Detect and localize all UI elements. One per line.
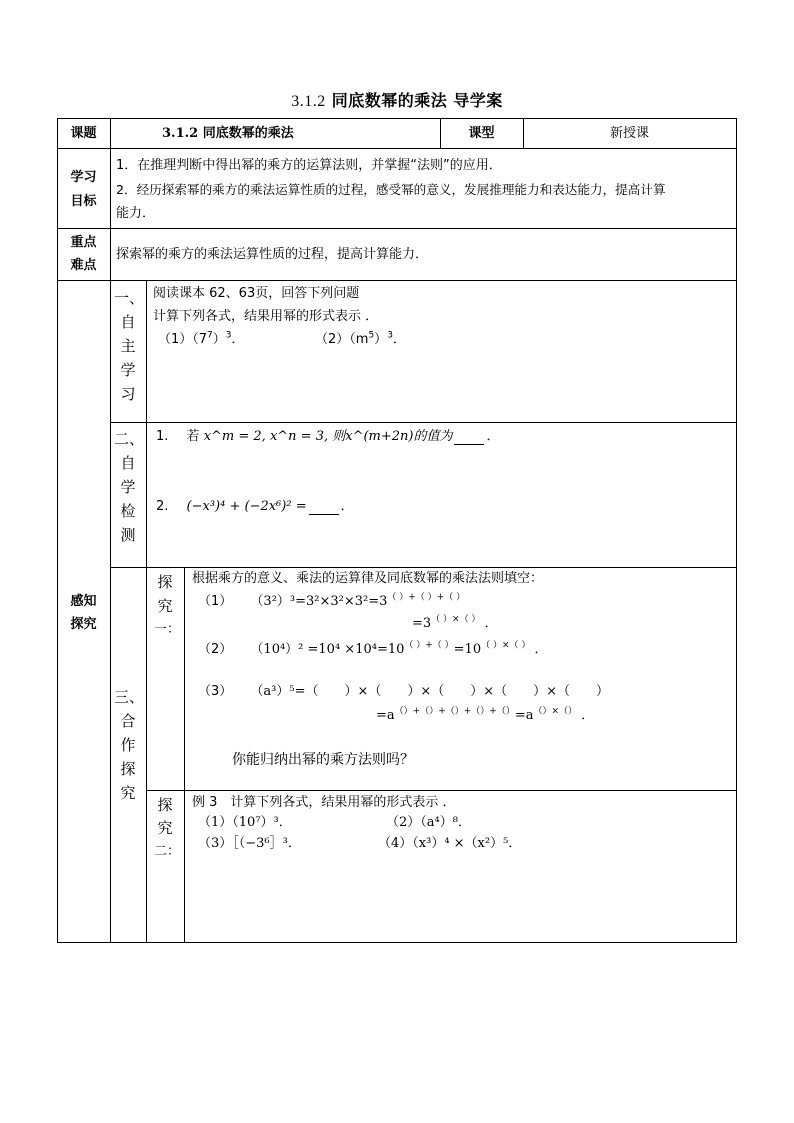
section1-q1: $(1)(7^7)^3$． (158, 330, 245, 347)
explore-label-1: 感知 (70, 594, 97, 609)
explore2-q2: （2）（a⁴）⁸． (386, 815, 471, 830)
objective-line-2: 2．经历探索幂的乘方的乘法运算性质的过程，感受幂的意义，发展推理能力和表达能力，提高计算 (116, 182, 666, 197)
explore1-q2: （2） （10⁴）² =10⁴ ×10⁴=10（ ）+（ ）=10（ ）×（ ） ． (198, 640, 548, 657)
section1-line2: 计算下列各式，结果用幂的形式表示 ． (153, 309, 379, 324)
explore1-intro: 根据乘方的意义、乘法的运算律及同底数幂的乘法法则填空： (192, 571, 544, 586)
objectives-label-2: 目标 (70, 194, 97, 209)
explore1-question: 你能归纳出幂的乘方法则吗？ (232, 752, 414, 768)
type-label: 课型 (468, 126, 495, 141)
explore1-q3-line2: =a（）+（）+（）+（）+（）=a（）×（） ． (376, 706, 595, 723)
objectives-label-1: 学习 (70, 170, 97, 185)
type-value: 新授课 (609, 126, 649, 141)
explore-label-2: 探究 (70, 617, 97, 632)
keypoints-text: 探索幂的乘方的乘法运算性质的过程，提高计算能力． (116, 247, 429, 262)
section2-q2: 2. (−x³)⁴ + (−2x⁶)² = ． (156, 499, 354, 514)
explore2-q1: （1）（10⁷）³． (198, 815, 292, 830)
section2-q1: 1. 若 x^m = 2, x^n = 3, 则x^(m+2n)的值为 ． (156, 429, 500, 444)
keypoints-label-2: 难点 (70, 258, 97, 273)
worksheet-page: 3.1.2 同底数幂的乘法 导学案 课题 3.1.2 同底数幂的乘法 课型 新授课 学习 目标 1．在推理判断中得出幂的乘方的运算法则，并掌握“法则”的应用． 2．经历探索幂的乘方的乘法运算性质的过程，感受幂的意义，发展推理能力和表达能力，提高计算 能力． 重点 难点 探索幂的乘方的乘法运算性质的过程，提高计算能力． 感知 探究 一、 自 主 学 习 阅读课本 62、63页，回答下列问题 计算下列各式，结果用幂的形式表示 ． $(1)(7^7)^3$． $(2)(m^5)^3$． 二、 自 学 检 测 1. 若 x^m = 2, x^n = 3, 则x^(m+2n)的值为 ． 2. (−x³)⁴ + (−2x⁶)² = ． 三、 合 作 探 究 探 究 一： 根据乘方的意义、乘法的运算律及同底数幂的乘法法则填空： （1） （3²）³=3²×3²×3²=3（ ）+（ ）+（ ） =3（ ）×（ ） ． （2） （10⁴）² =10⁴ ×10⁴=10（ ）+（ ）=10（ ）×（ ） ． （3） （a³）⁵=（ ）×（ ）×（ ）×（ ）×（ ） =a（）+（）+（）+（）+（）=a（）×（） ． 你能归纳出幂的乘方法则吗？ 探 究 二： 例 3 计算下列各式，结果用幂的形式表示 ． （1）（10⁷）³． （2）（a⁴）⁸． （3）［（−3⁶］³． （4）（x³）⁴ ×（x²）⁵． (0, 0, 794, 1123)
title-number: 3.1.2 (291, 93, 326, 110)
answer-blank[interactable] (309, 502, 339, 515)
explore1-q1-line2: =3（ ）×（ ） ． (412, 614, 498, 631)
lesson-label: 课题 (70, 126, 97, 141)
section1-line1: 阅读课本 62、63页，回答下列问题 (153, 286, 360, 301)
lesson-value: 3.1.2 同底数幂的乘法 (162, 126, 294, 141)
objective-line-1: 1．在推理判断中得出幂的乘方的运算法则，并掌握“法则”的应用． (116, 158, 502, 173)
explore1-q1-line1: （1） （3²）³=3²×3²×3²=3（ ）+（ ）+（ ） (198, 592, 466, 609)
title-text: 同底数幂的乘法 导学案 (331, 91, 503, 110)
section1-q2: $(2)(m^5)^3$． (315, 330, 406, 347)
explore2-q4: （4）（x³）⁴ ×（x²）⁵． (378, 836, 522, 851)
page-title (0, 88, 794, 111)
explore2-q3: （3）［（−3⁶］³． (198, 836, 301, 851)
explore2-intro: 例 3 计算下列各式，结果用幂的形式表示 ． (192, 795, 456, 810)
objective-line-3: 能力． (116, 206, 156, 221)
keypoints-label-1: 重点 (70, 235, 97, 250)
answer-blank[interactable] (454, 432, 484, 445)
explore1-q3-line1: （3） （a³）⁵=（ ）×（ ）×（ ）×（ ）×（ ） (198, 684, 610, 699)
